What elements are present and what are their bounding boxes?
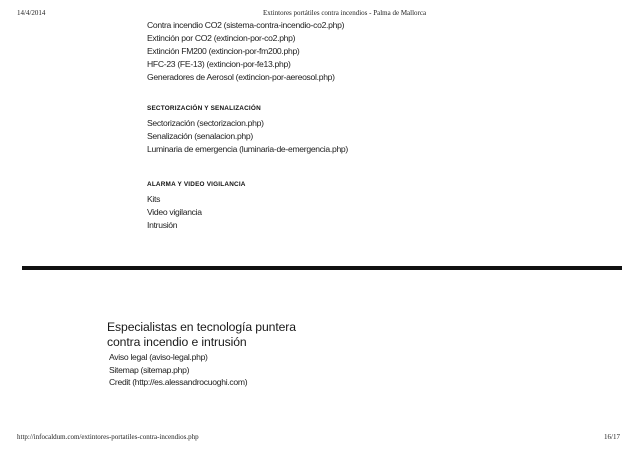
link-senalizacion[interactable]: Senalización (senalacion.php) — [147, 131, 253, 141]
link-video-vigilancia[interactable]: Video vigilancia — [147, 207, 202, 217]
link-sitemap[interactable]: Sitemap (sitemap.php) — [109, 364, 190, 375]
print-date: 14/4/2014 — [17, 9, 46, 17]
extinction-links-block — [147, 19, 344, 84]
footer-heading — [107, 320, 296, 350]
link-hfc23[interactable]: HFC-23 (FE-13) (extincion-por-fe13.php) — [147, 59, 291, 69]
print-page-title: Extintores portátiles contra incendios - Palma de Mallorca — [263, 9, 427, 17]
link-co2-extinction[interactable]: Extinción por CO2 (extincion-por-co2.php) — [147, 33, 296, 43]
link-aviso-legal[interactable]: Aviso legal (aviso-legal.php) — [109, 352, 208, 362]
alarma-links-block — [147, 193, 202, 232]
link-credit[interactable]: Credit (http://es.alessandrocuoghi.com) — [109, 377, 248, 387]
link-sectorizacion[interactable]: Sectorización (sectorizacion.php) — [147, 118, 264, 128]
link-aerosol[interactable]: Generadores de Aerosol (extincion-por-aereosol.php) — [147, 72, 335, 82]
footer-links-block — [109, 351, 247, 389]
sectorizacion-links-block — [147, 117, 348, 156]
link-fm200[interactable]: Extinción FM200 (extincion-por-fm200.php) — [147, 46, 300, 56]
link-co2-system[interactable]: Contra incendio CO2 (sistema-contra-incendio-co2.php) — [147, 20, 345, 30]
section-divider — [22, 266, 622, 270]
print-page-number: 16/17 — [604, 433, 620, 441]
link-luminaria[interactable]: Luminaria de emergencia (luminaria-de-emergencia.php) — [147, 144, 348, 154]
print-url: http://infocaldum.com/extintores-portatiles-contra-incendios.php — [17, 433, 199, 441]
link-intrusion[interactable]: Intrusión — [147, 220, 178, 230]
alarma-heading: ALARMA Y VIDEO VIGILANCIA — [147, 181, 246, 188]
footer-heading-line1: Especialistas en tecnología puntera — [107, 320, 296, 334]
sectorizacion-heading: SECTORIZACIÓN Y SENALIZACIÓN — [147, 105, 261, 112]
footer-heading-line2: contra incendio e intrusión — [107, 335, 247, 349]
link-kits[interactable]: Kits — [147, 194, 161, 204]
